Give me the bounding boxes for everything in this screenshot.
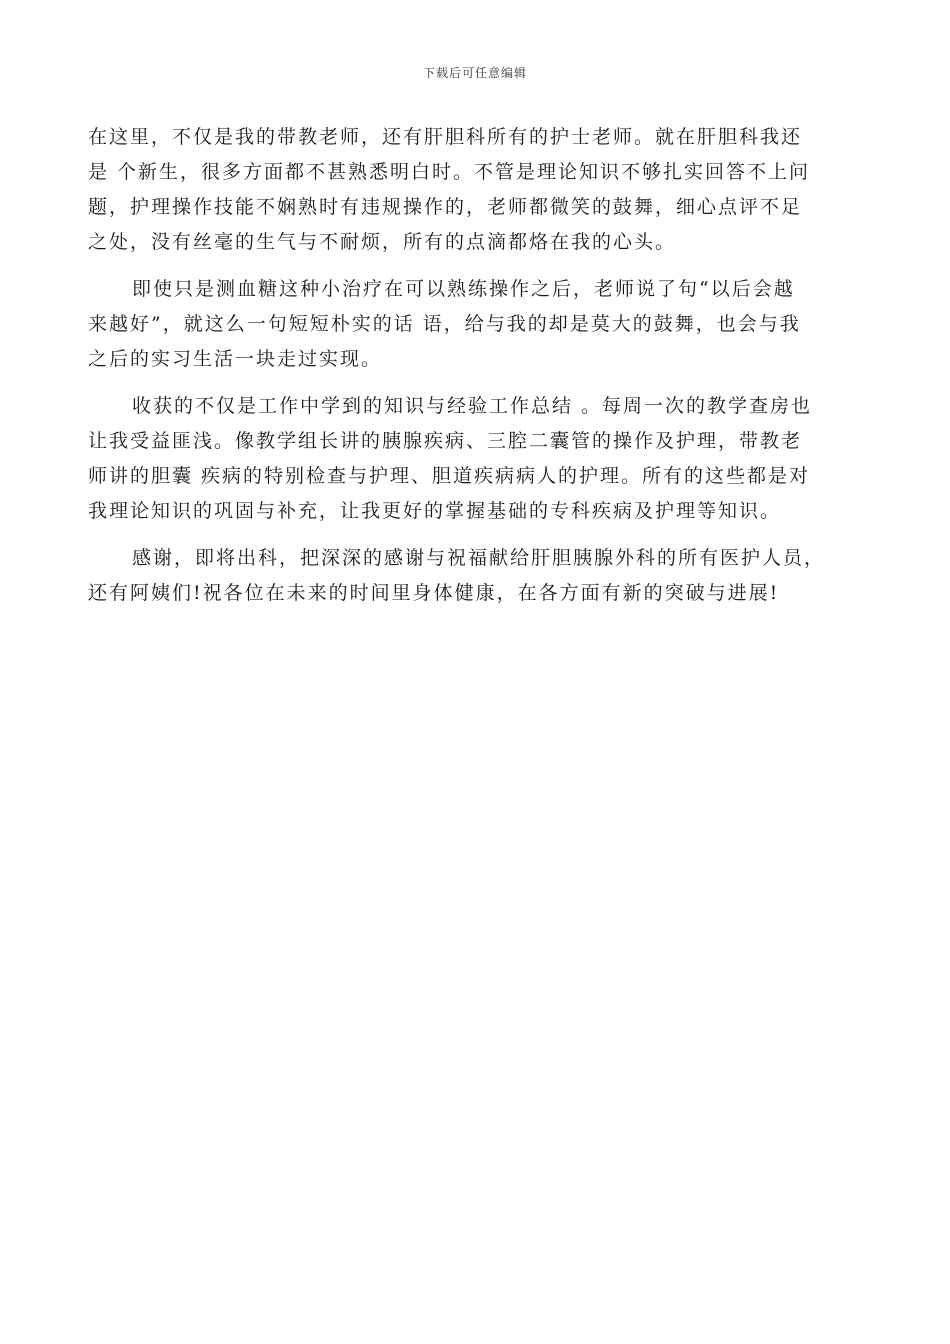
text-line: 之处，没有丝毫的生气与不耐烦，所有的点滴都烙在我的心头。 [88,231,677,253]
text-line: 感谢，即将出科，把深深的感谢与祝福献给肝胆胰腺外科的所有医护人员， [132,547,826,569]
text-line: 收获的不仅是工作中学到的知识与经验工作总结 。每周一次的教学查房也 [132,395,813,417]
text-line: 师讲的胆囊 疾病的特别检查与护理、胆道疾病病人的护理。所有的这些都是对 [88,465,811,487]
text-line: 让我受益匪浅。像教学组长讲的胰腺疾病、三腔二囊管的操作及护理，带教老 [88,430,803,452]
paragraph-3 [88,389,866,529]
text-line: 来越好”，就这么一句短短朴实的话 语，给与我的却是莫大的鼓舞，也会与我 [88,313,801,335]
paragraph-2 [88,272,866,377]
text-line: 还有阿姨们!祝各位在未来的时间里身体健康，在各方面有新的突破与进展! [88,582,780,604]
text-line: 题，护理操作技能不娴熟时有违规操作的，老师都微笑的鼓舞，细心点评不足 [88,196,803,218]
text-line: 我理论知识的巩固与补充，让我更好的掌握基础的专科疾病及护理等知识。 [88,500,782,522]
page-header: 下载后可任意编辑 [422,66,527,80]
paragraph-4 [88,541,866,611]
text-line: 之后的实习生活一块走过实现。 [88,348,383,370]
paragraph-1 [88,120,866,260]
document-body [88,120,866,623]
text-line: 在这里，不仅是我的带教老师，还有肝胆科所有的护士老师。就在肝胆科我还 [88,126,803,148]
text-line: 是 个新生，很多方面都不甚熟悉明白时。不管是理论知识不够扎实回答不上问 [88,161,811,183]
text-line: 即使只是测血糖这种小治疗在可以熟练操作之后，老师说了句“以后会越 [132,278,795,300]
